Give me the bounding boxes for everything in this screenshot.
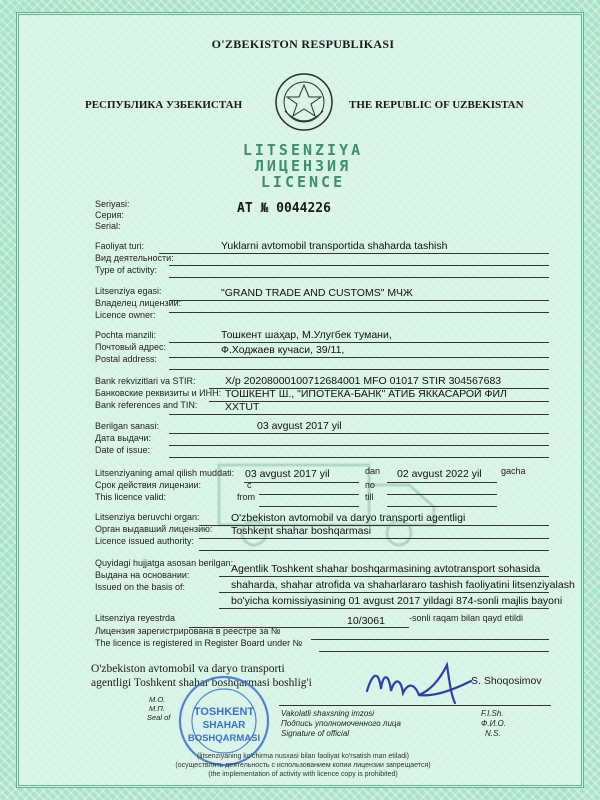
address-label-ru: Почтовый адрес: [95,342,167,352]
address-underline [169,342,549,343]
issue-date-underline [169,433,549,434]
validity-till-en: till [365,492,374,502]
fish-label-en: N.S. [485,729,501,738]
validity-till-value: 02 avgust 2022 yil [397,468,482,480]
owner-label-ru: Владелец лицензии: [95,298,182,308]
address-label-en: Postal address: [95,354,158,364]
authority-line-1: O'zbekiston avtomobil va daryo transporti agentligi [231,512,466,524]
activity-underline-2 [169,265,549,266]
validity-from-ru: с [247,480,252,490]
issue-date-label-en: Date of issue: [95,445,151,455]
basis-line-3: bo'yicha komissiyasining 01 avgust 2017 yildagi 874-sonli majlis bayoni [231,595,563,607]
basis-underline-2 [219,592,549,593]
authority-label-ru: Орган выдавший лицензию: [95,524,213,534]
serial-label-en: Serial: [95,221,121,231]
register-number: 10/3061 [347,615,385,627]
signature-caption-en: Signature of official [281,729,350,738]
footer-note-uz: (litsenziyaning ko'chirma nusxasi bilan faoliyat ko'rsatish man etiladi) [197,753,409,760]
basis-underline [219,576,549,577]
issue-date-underline-3 [169,457,549,458]
issue-date-value: 03 avgust 2017 yil [257,420,342,432]
issue-date-label-ru: Дата выдачи: [95,433,151,443]
owner-value: "GRAND TRADE AND CUSTOMS" МЧЖ [221,287,413,299]
register-underline [189,627,409,628]
owner-label-en: Licence owner: [95,310,156,320]
licence-title-en: LICENCE [260,173,346,191]
activity-label-uz: Faoliyat turi: [95,241,145,251]
country-title-ru: РЕСПУБЛИКА УЗБЕКИСТАН [85,99,243,111]
address-underline-3 [169,369,549,370]
activity-label-en: Type of activity: [95,265,158,275]
validity-from-underline-2 [259,494,359,495]
bank-label-uz: Bank rekvizitlari va STIR: [95,376,196,386]
bank-underline [209,388,549,389]
validity-label-ru: Срок действия лицензии: [95,480,202,490]
state-emblem-icon [273,71,335,133]
validity-from-underline [244,482,359,483]
owner-underline [169,300,549,301]
owner-label-uz: Litsenziya egasi: [95,286,162,296]
address-underline-2 [169,357,549,358]
register-label-en: The licence is registered in Register Board under № [95,638,303,648]
stamp-city-text: TOSHKENT [193,706,255,718]
validity-gacha: gacha [501,466,526,476]
bank-label-en: Bank references and TIN: [95,400,198,410]
validity-label-en: This licence valid: [95,492,167,502]
signatory-name: S. Shoqosimov [471,675,542,687]
serial-label-uz: Seriyasi: [95,199,130,209]
signature-caption-uz: Vakolatli shaxsning imzosi [281,709,375,718]
signature-caption-ru: Подпись уполномоченного лица [281,719,402,728]
licence-title-uz: LITSENZIYA [242,141,364,159]
register-underline-2 [311,639,549,640]
address-line-2: Ф.Ходжаев кучаси, 39/11, [221,344,345,356]
validity-till-underline-2 [387,494,497,495]
footer-note-en: (the implementation of activity with licence copy is prohibited) [208,771,398,778]
validity-from-en: from [237,492,255,502]
register-suffix-uz: -sonli raqam bilan qayd etildi [409,613,524,623]
authority-line-2: Toshkent shahar boshqarmasi [231,525,372,537]
handwritten-signature [359,651,479,711]
basis-underline-3 [219,608,549,609]
activity-underline [159,253,549,254]
fish-label-uz: F.I.Sh. [481,709,504,718]
issue-date-label-uz: Berilgan sanasi: [95,421,160,431]
bank-underline-2 [209,401,549,402]
signatory-org-line-2: agentligi Toshkent shahar boshqarmasi boshlig'i [91,677,312,689]
bank-label-ru: Банковские реквизиты и ИНН: [95,388,222,398]
licence-title-ru: ЛИЦЕНЗИЯ [254,157,352,175]
signature-underline [279,705,551,706]
serial-label-ru: Серия: [95,210,124,220]
bank-line-3: XXTUT [225,401,260,413]
activity-value: Yuklarni avtomobil transportida shaharda tashish [221,240,448,252]
issue-date-underline-2 [169,445,549,446]
stamp-dept-text: BOSHQARMASI [187,733,261,744]
register-label-uz: Litsenziya reyestrda [95,613,176,623]
seal-label-uz: M.O. [149,695,166,704]
basis-line-1: Agentlik Toshkent shahar boshqarmasining avtotransport sohasida [231,563,541,575]
seal-label-ru: М.П. [149,704,165,713]
serial-number: АТ № 0044226 [237,201,331,216]
signatory-org-line-1: O'zbekiston avtomobil va daryo transporti [91,663,285,675]
authority-underline [199,525,549,526]
fish-label-ru: Ф.И.О. [481,719,506,728]
country-title-en: THE REPUBLIC OF UZBEKISTAN [349,99,524,111]
authority-label-uz: Litsenziya beruvchi organ: [95,512,200,522]
authority-underline-3 [199,550,549,551]
validity-po: по [365,480,375,490]
basis-line-2: shaharda, shahar atrofida va shaharlararo tashish faoliyatini litsenziyalash [231,579,575,591]
owner-underline-2 [169,312,549,313]
activity-underline-3 [169,277,549,278]
address-label-uz: Pochta manzili: [95,330,157,340]
validity-till-underline-3 [387,506,497,507]
authority-label-en: Licence issued authority: [95,536,195,546]
validity-till-underline [387,482,497,483]
footer-note-ru: (осуществлять деятельность с использованием копии лицензии запрещается) [175,762,431,769]
basis-label-uz: Quyidagi hujjatga asosan berilgan: [95,558,234,568]
basis-label-en: Issued on the basis of: [95,582,186,592]
validity-from-underline-3 [259,506,359,507]
bank-line-1: Х/р 20208000100712684001 MFO 01017 STIR 304567683 [225,375,502,387]
bank-underline-3 [169,414,549,415]
validity-label-uz: Litsenziyaning amal qilish muddati: [95,468,235,478]
country-title-uz: O'ZBEKISTON RESPUBLIKASI [211,37,395,51]
activity-label-ru: Вид деятельности: [95,253,174,263]
register-label-ru: Лицензия зарегистрирована в реестре за № [95,626,281,636]
address-line-1: Тошкент шаҳар, М.Улугбек тумани, [221,329,392,341]
authority-underline-2 [199,538,549,539]
bank-line-2: ТОШКЕНТ Ш., "ИПОТЕКА-БАНК" АТИБ ЯККАСАРОЙ ФИЛ [225,388,507,400]
document-frame [16,12,584,788]
validity-dan: dan [365,466,381,476]
seal-label-en: Seal of [147,713,171,722]
validity-from-value: 03 avgust 2017 yil [245,468,330,480]
basis-label-ru: Выдана на основании: [95,570,190,580]
stamp-word-text: SHAHAR [202,720,246,731]
